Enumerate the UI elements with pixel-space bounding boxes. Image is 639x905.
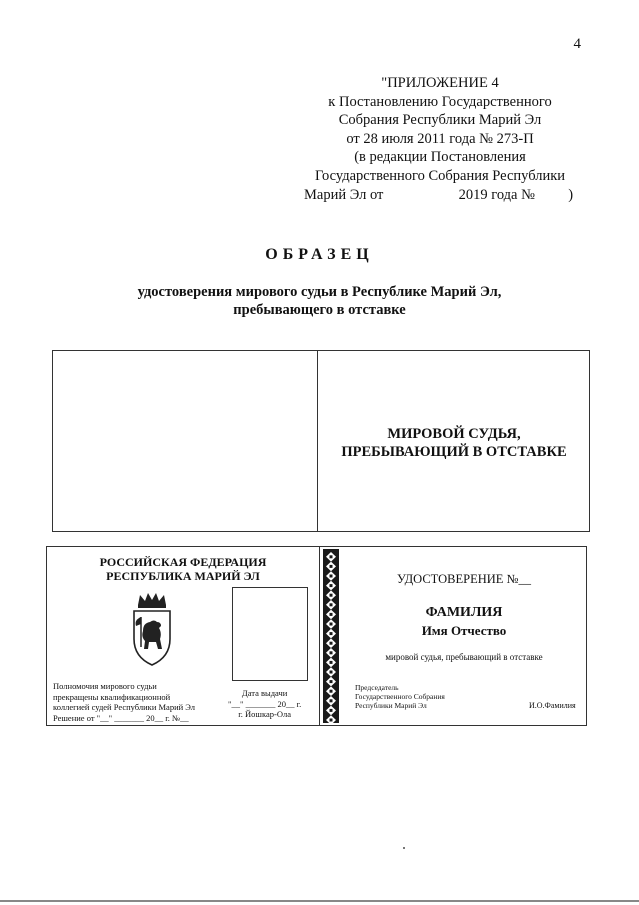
- ornament-diamond-center: [330, 632, 333, 635]
- chairman-line: Республики Марий Эл: [355, 701, 427, 710]
- ornament-diamond-center: [330, 575, 333, 578]
- subtitle-line: удостоверения мирового судьи в Республике Марий Эл,: [137, 284, 502, 300]
- coat-of-arms-icon: [129, 591, 175, 667]
- country-header-line: РОССИЙСКАЯ ФЕДЕРАЦИЯ: [99, 555, 267, 569]
- termination-line: Полномочия мирового судьи: [53, 681, 157, 691]
- ornament-diamond-center: [330, 690, 333, 693]
- appendix-line: к Постановлению Государственного: [328, 93, 552, 110]
- cover-title: [319, 425, 589, 461]
- appendix-date-prefix: Марий Эл от: [304, 186, 384, 203]
- termination-line: коллегией судей Республики Марий Эл: [53, 702, 196, 712]
- termination-note: [53, 681, 195, 723]
- ornament-diamond-center: [330, 671, 333, 674]
- chairman-line: Председатель: [355, 683, 399, 692]
- ornament-diamond-center: [330, 565, 333, 568]
- scan-speck: [403, 847, 405, 849]
- country-header: [47, 555, 319, 583]
- page-bottom-edge: [0, 900, 639, 902]
- chairman-title: [355, 683, 445, 710]
- ornament-diamond-center: [330, 594, 333, 597]
- holder-given-names: Имя Отчество: [421, 623, 507, 638]
- photo-placeholder: [232, 587, 308, 681]
- appendix-date-year: 2019 года №: [458, 186, 535, 203]
- appendix-line: от 28 июля 2011 года № 273-П: [346, 130, 534, 147]
- ornament-diamond-center: [330, 709, 333, 712]
- appendix-last-line: [290, 186, 590, 205]
- chairman-signature: И.О.Фамилия: [529, 701, 576, 710]
- appendix-line: Государственного Собрания Республики: [314, 167, 566, 184]
- issue-date-line: Дата выдачи: [241, 688, 288, 698]
- page-number: 4: [573, 36, 581, 52]
- ornament-diamond-center: [330, 680, 333, 683]
- cover-title-line: МИРОВОЙ СУДЬЯ,: [387, 426, 521, 442]
- ornament-diamond-center: [330, 613, 333, 616]
- document-subtitle: [0, 283, 639, 319]
- ornament-diamond-center: [330, 651, 333, 654]
- ornament-diamond-center: [330, 555, 333, 558]
- issue-date: [228, 688, 301, 720]
- ornament-diamond-center: [330, 661, 333, 664]
- chairman-line: Государственного Собрания: [355, 692, 445, 701]
- ornament-diamond-center: [330, 603, 333, 606]
- holder-position: мировой судья, пребывающий в отставке: [385, 652, 543, 662]
- appendix-line: Собрания Республики Марий Эл: [338, 112, 542, 129]
- appendix-line: "ПРИЛОЖЕНИЕ 4: [381, 75, 499, 91]
- certificate-inner: [46, 546, 587, 726]
- certificate-cover: [52, 350, 590, 532]
- issue-date-line: г. Йошкар-Ола: [238, 709, 291, 719]
- cover-divider: [317, 351, 318, 531]
- ornament-diamond-center: [330, 584, 333, 587]
- ornament-diamond-center: [330, 642, 333, 645]
- country-header-line: РЕСПУБЛИКА МАРИЙ ЭЛ: [106, 569, 260, 583]
- holder-surname: ФАМИЛИЯ: [425, 605, 503, 620]
- issue-date-line: "__" _______ 20__ г.: [228, 698, 302, 709]
- ornament-icon: [323, 549, 339, 723]
- appendix-line: (в редакции Постановления: [354, 149, 526, 166]
- appendix-header: [290, 74, 590, 204]
- appendix-date-close: ): [568, 186, 574, 203]
- certificate-number: УДОСТОВЕРЕНИЕ №__: [397, 572, 531, 586]
- cover-title-line: ПРЕБЫВАЮЩИЙ В ОТСТАВКЕ: [341, 444, 567, 460]
- subtitle-line: пребывающего в отставке: [233, 302, 406, 318]
- ornament-diamond-center: [330, 699, 333, 702]
- inner-divider: [319, 547, 320, 725]
- ornament-diamond-center: [330, 623, 333, 626]
- termination-line: прекращены квалификационной: [53, 691, 171, 702]
- document-title: ОБРАЗЕЦ: [265, 246, 374, 263]
- ornament-diamond-center: [330, 719, 333, 722]
- termination-line: Решение от "__" _______ 20__ г. №__: [53, 712, 189, 723]
